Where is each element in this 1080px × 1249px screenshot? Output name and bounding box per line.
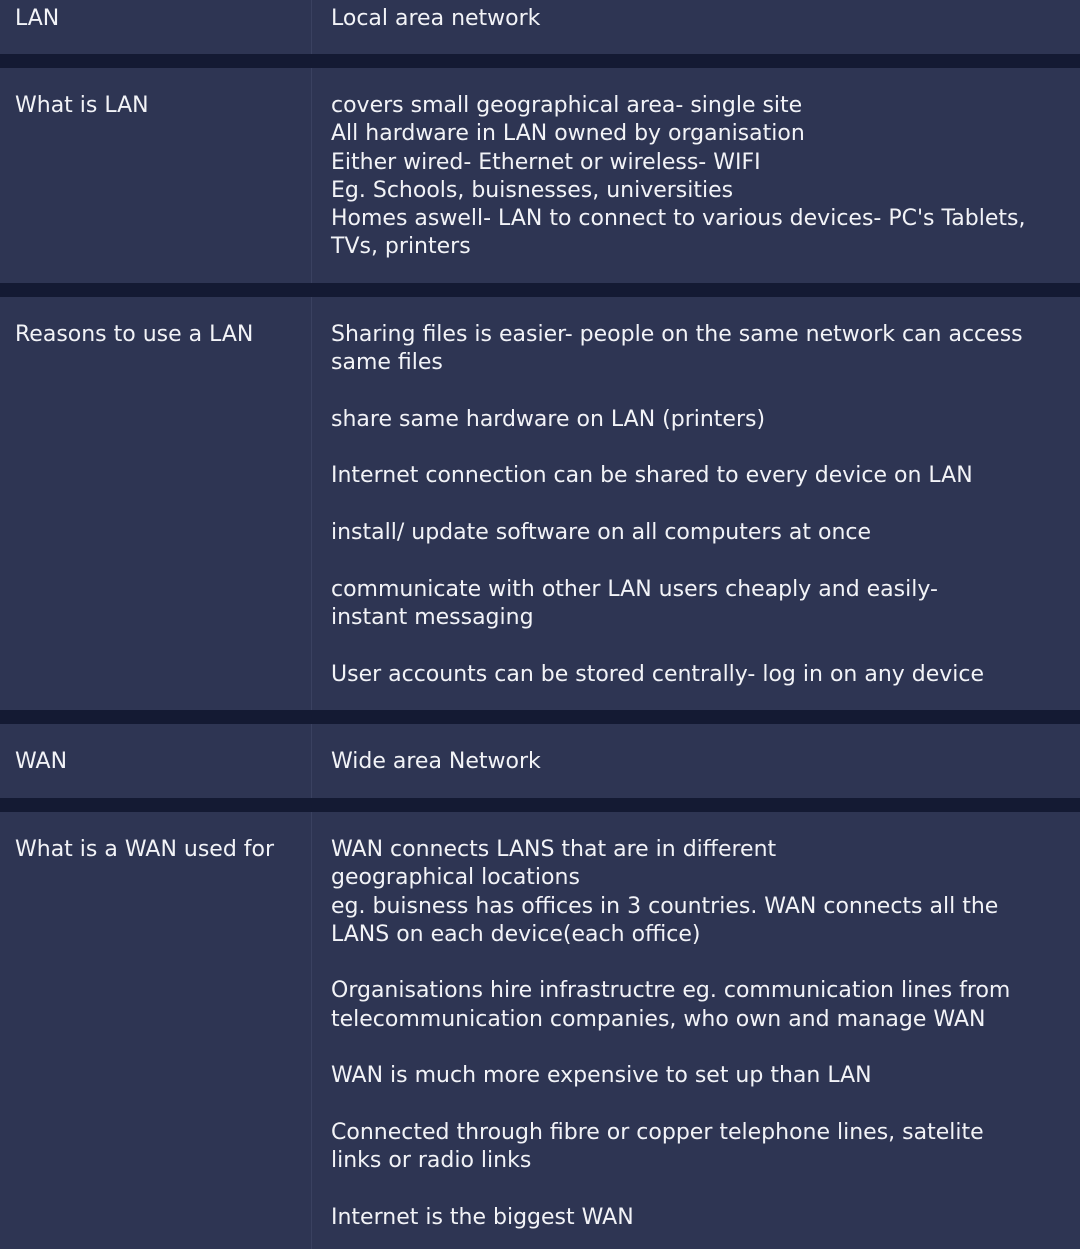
definition-line: Either wired- Ethernet or wireless- WIFI — [331, 149, 761, 175]
table-row-what-is-lan — [0, 68, 1080, 283]
definition-line: Eg. Schools, buisnesses, universities — [331, 177, 734, 203]
definition-line: communicate with other LAN users cheaply and easily- — [331, 576, 938, 602]
definition-line: same files — [331, 350, 443, 376]
definition-line: All hardware in LAN owned by organisation — [331, 121, 805, 147]
definition-line: TVs, printers — [331, 234, 471, 260]
definition-line: eg. buisness has offices in 3 countries. WAN connects all the — [331, 893, 999, 919]
definition-line: Sharing files is easier- people on the same network can access — [331, 322, 1023, 347]
column-divider — [311, 297, 312, 710]
definition-line: LANS on each device(each office) — [331, 921, 701, 947]
definition-line: install/ update software on all computers at once — [331, 520, 872, 546]
column-divider — [311, 68, 312, 283]
definition-line: Homes aswell- LAN to connect to various devices- PC's Tablets, — [331, 206, 1026, 232]
term-wan-uses: What is a WAN used for — [15, 837, 275, 862]
definition-what-is-lan — [331, 92, 1051, 262]
definition-line: Wide area Network — [331, 749, 541, 774]
definition-line: Internet is the biggest WAN — [331, 1204, 634, 1230]
column-divider — [311, 812, 312, 1249]
definition-line: share same hardware on LAN (printers) — [331, 406, 766, 432]
definition-wan-uses — [331, 836, 1051, 1232]
column-divider — [311, 0, 312, 54]
table-row-reasons-lan — [0, 297, 1080, 710]
definition-line: WAN connects LANS that are in different — [331, 837, 777, 862]
column-divider — [311, 724, 312, 798]
table-row-wan — [0, 724, 1080, 798]
definition-line: Local area network — [331, 6, 541, 31]
definition-line: Connected through fibre or copper telephone lines, satelite — [331, 1119, 984, 1145]
definition-reasons-lan — [331, 321, 1051, 689]
definition-wan — [331, 748, 1051, 776]
definition-lan — [331, 5, 1051, 33]
definition-line: covers small geographical area- single site — [331, 93, 803, 118]
table-row-lan — [0, 0, 1080, 54]
definition-line: instant messaging — [331, 604, 534, 630]
definition-line: WAN is much more expensive to set up than LAN — [331, 1063, 872, 1089]
term-lan: LAN — [15, 6, 60, 31]
definition-line: Organisations hire infrastructre eg. communication lines from — [331, 978, 1011, 1004]
term-reasons-lan: Reasons to use a LAN — [15, 322, 254, 347]
definition-line: links or radio links — [331, 1148, 532, 1174]
definition-line: User accounts can be stored centrally- log in on any device — [331, 661, 985, 687]
definition-line: Internet connection can be shared to every device on LAN — [331, 463, 973, 489]
term-what-is-lan: What is LAN — [15, 93, 149, 118]
table-row-wan-uses — [0, 812, 1080, 1249]
definition-line: telecommunication companies, who own and manage WAN — [331, 1006, 986, 1032]
definition-line: geographical locations — [331, 865, 580, 891]
term-wan: WAN — [15, 749, 68, 774]
